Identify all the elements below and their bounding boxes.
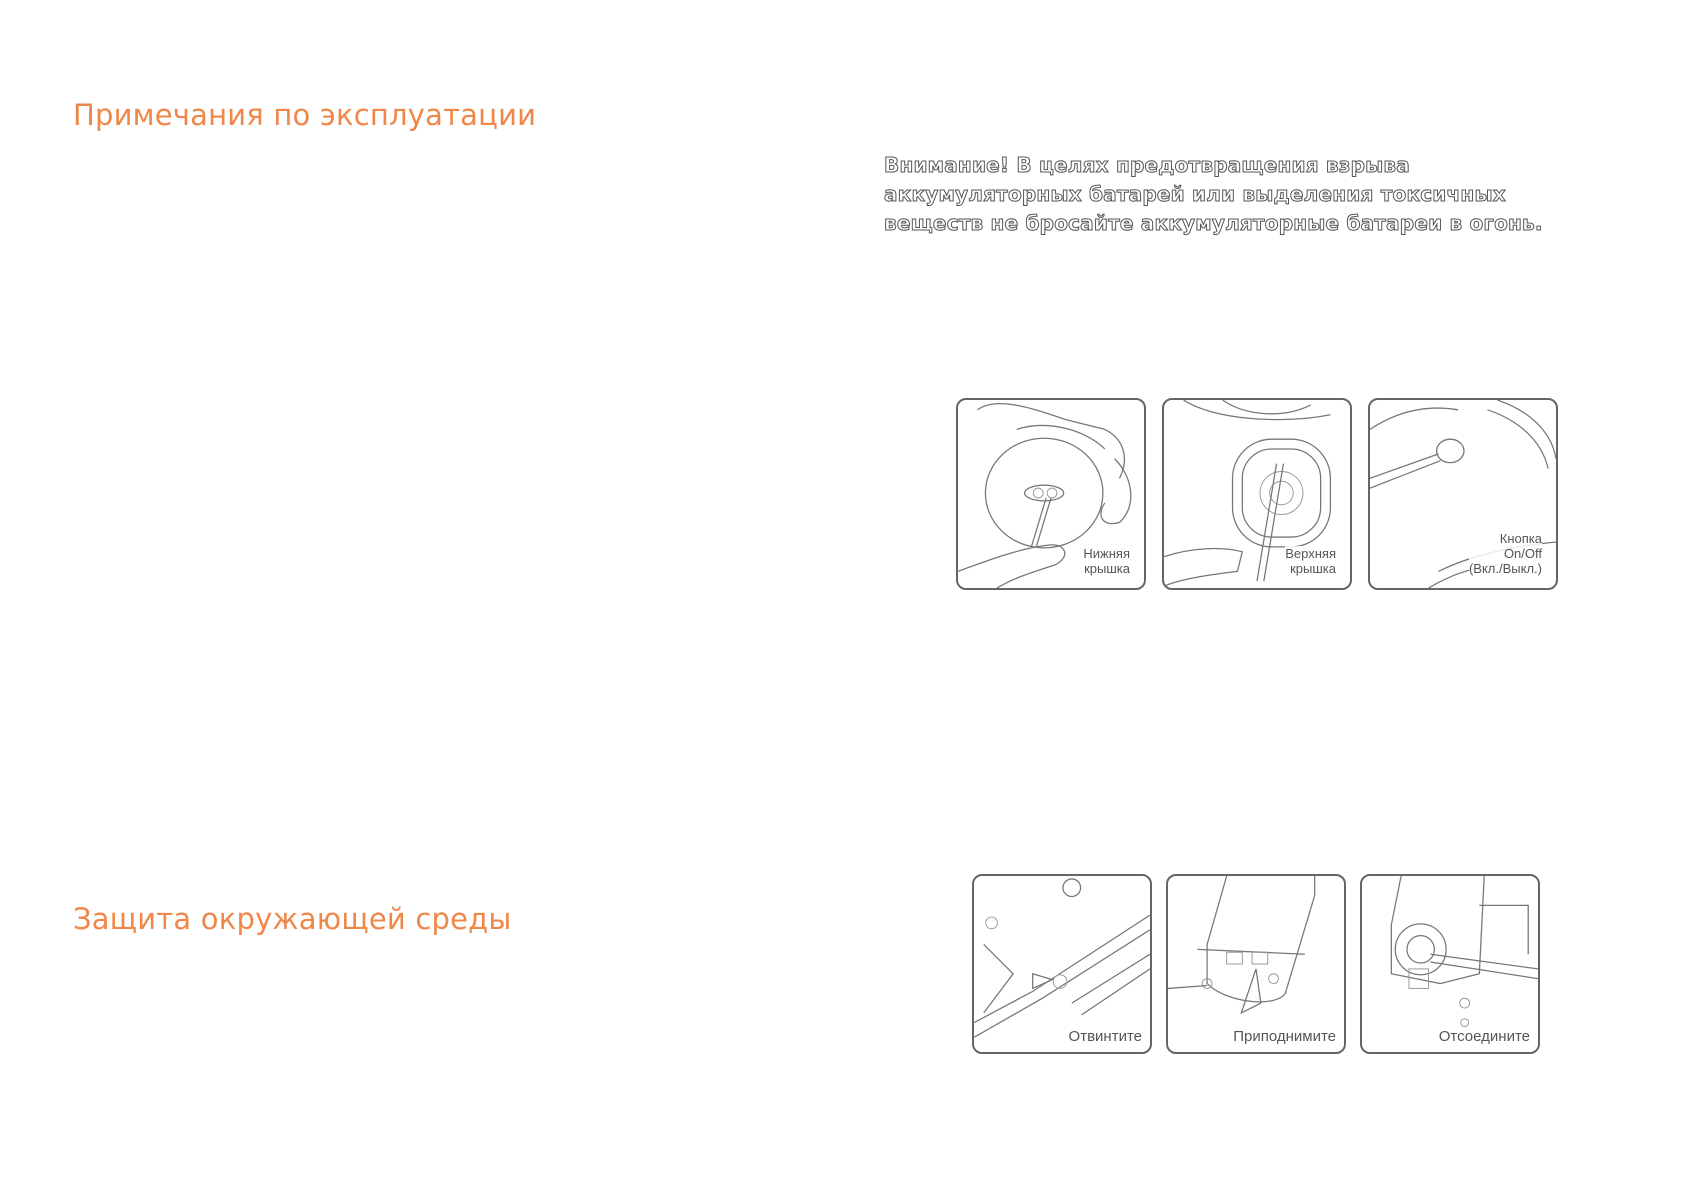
power-button-caption: Кнопка On/Off (Вкл./Выкл.) [1468, 531, 1542, 576]
figure-disconnect [1360, 874, 1540, 1054]
disconnect-caption: Отсоедините [1438, 1028, 1530, 1045]
unscrew-illustration [974, 876, 1150, 1052]
battery-warning-text: Внимание! В целях предотвращения взрыва аккумуляторных батарей или выделения токсичных веществ не бросайте аккумуляторные батареи в огонь. [884, 153, 1543, 235]
top-cover-caption: Верхняя крышка [1285, 546, 1336, 576]
bottom-cover-caption: Нижняя крышка [1083, 546, 1130, 576]
lift-caption: Приподнимите [1233, 1028, 1336, 1045]
figure-lift [1166, 874, 1346, 1054]
figure-bottom-cover [956, 398, 1146, 590]
lift-illustration [1168, 876, 1344, 1052]
figure-unscrew [972, 874, 1152, 1054]
figure-power-button [1368, 398, 1558, 590]
unscrew-caption: Отвинтите [1068, 1028, 1142, 1045]
disconnect-illustration [1362, 876, 1538, 1052]
figure-top-cover [1162, 398, 1352, 590]
environment-protection-heading: Защита окружающей среды [73, 902, 512, 936]
operation-notes-heading: Примечания по эксплуатации [73, 98, 537, 132]
